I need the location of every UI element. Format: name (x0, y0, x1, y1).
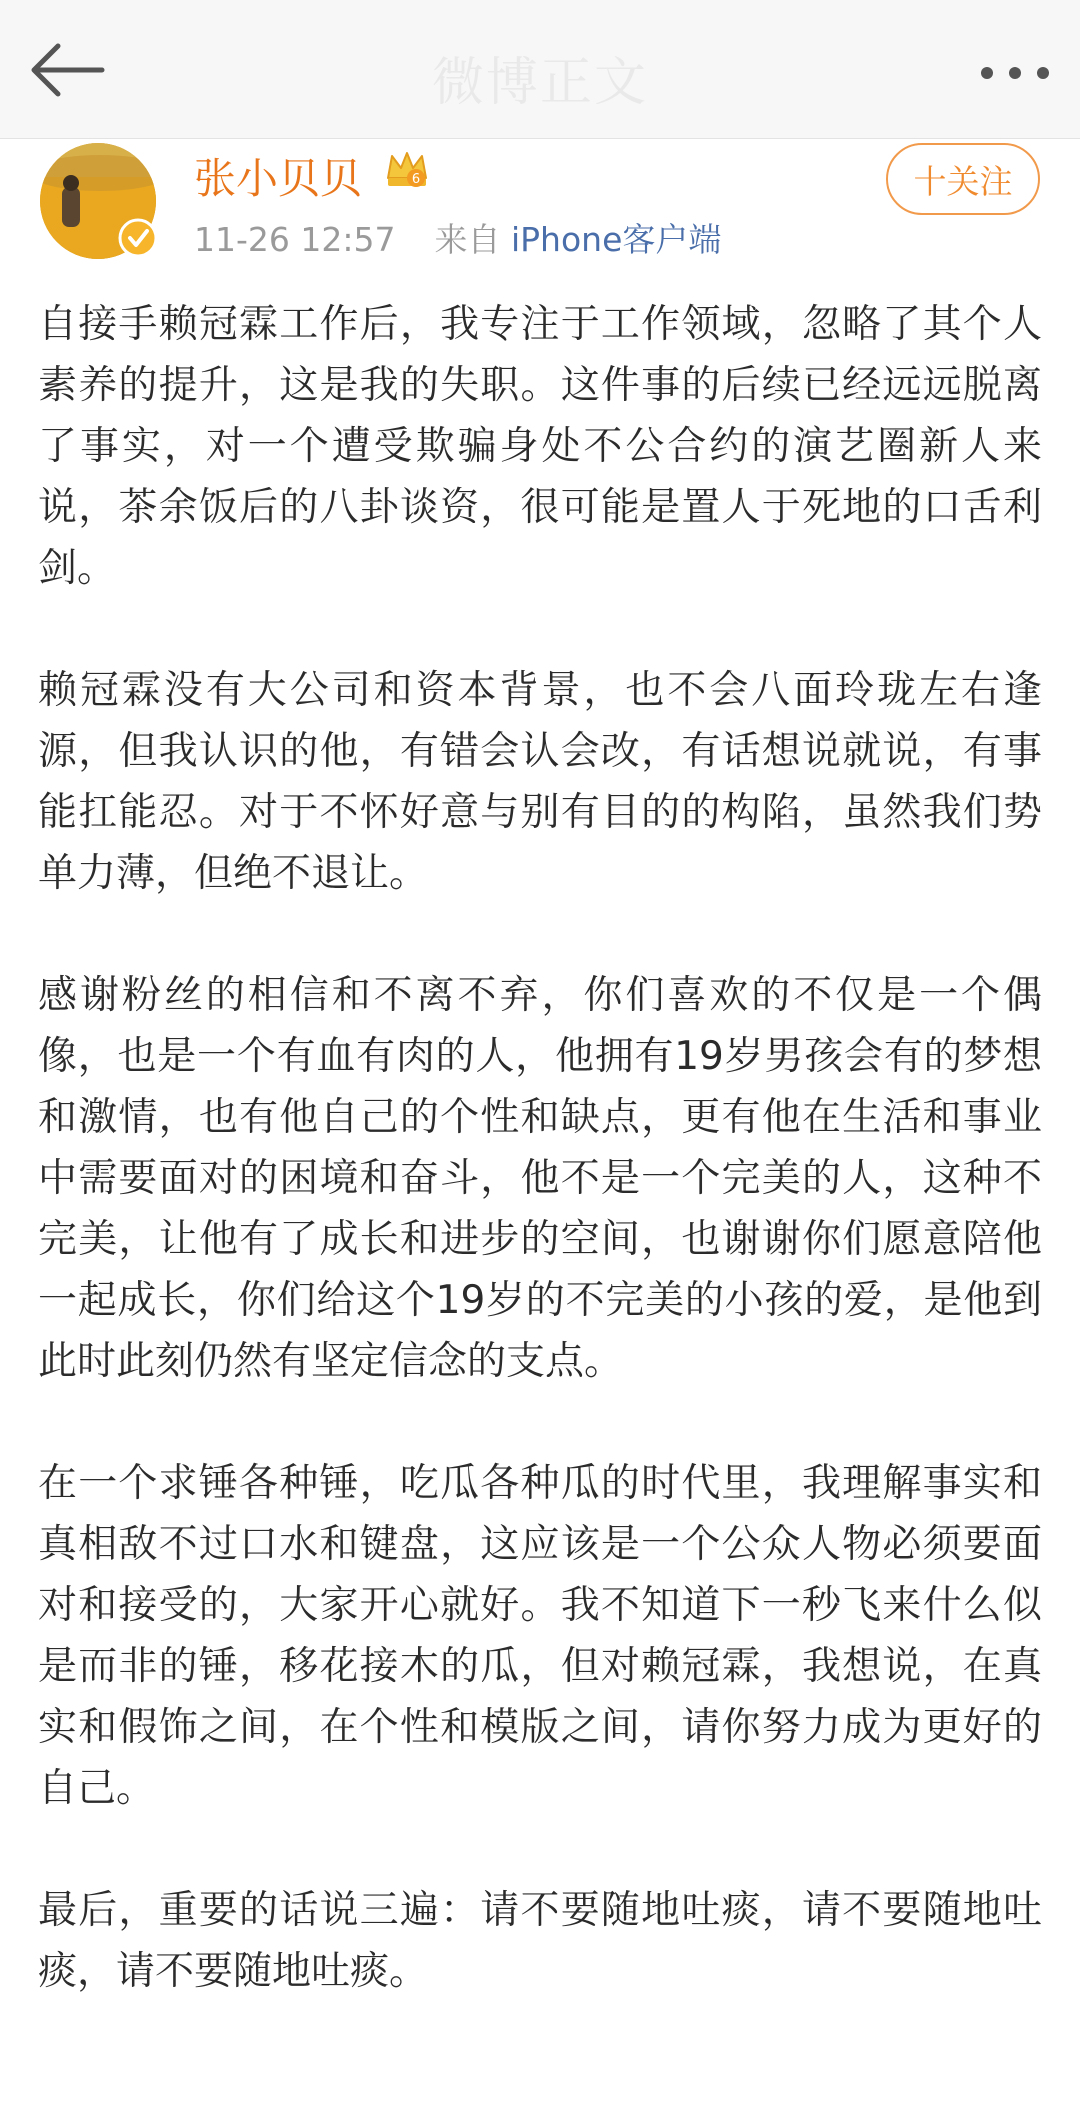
post-time: 11-26 12:57 (194, 220, 396, 259)
post-paragraph: 自接手赖冠霖工作后，我专注于工作领域，忽略了其个人素养的提升，这是我的失职。这件事的后续已经远远脱离了事实，对一个遭受欺骗身处不公合约的演艺圈新人来说，茶余饭后的八卦谈资，很可能是置人于死地的口舌利剑。 (38, 302, 1042, 591)
follow-button[interactable]: 十关注 (886, 143, 1040, 215)
verified-badge-icon (118, 218, 158, 258)
post-paragraph: 最后，重要的话说三遍：请不要随地吐痰，请不要随地吐痰，请不要随地吐痰。 (38, 1888, 1042, 1994)
page-title: 微博正文 (431, 53, 648, 113)
crown-level-icon (384, 148, 430, 190)
post-body (38, 294, 1042, 2063)
source-link[interactable]: iPhone客户端 (510, 220, 722, 259)
post-paragraph: 感谢粉丝的相信和不离不弃，你们喜欢的不仅是一个偶像，也是一个有血有肉的人，他拥有19岁男孩会有的梦想和激情，也有他自己的个性和缺点，更有他在生活和事业中需要面对的困境和奋斗，他不是一个完美的人，这种不完美，让他有了成长和进步的空间，也谢谢你们愿意陪他一起成长，你们给这个19岁的不完美的小孩的爱，是他到此时此刻仍然有坚定信念的支点。 (38, 973, 1042, 1384)
more-button[interactable] (970, 48, 1060, 98)
source-prefix: 来自 (434, 220, 501, 259)
author-name[interactable]: 张小贝贝 (194, 154, 363, 203)
top-nav-bar (0, 0, 1080, 139)
post-meta (194, 214, 721, 261)
more-dots-icon (979, 65, 1051, 81)
post-paragraph: 在一个求锤各种锤，吃瓜各种瓜的时代里，我理解事实和真相敌不过口水和键盘，这应该是一个公众人物必须要面对和接受的，大家开心就好。我不知道下一秒飞来什么似是而非的锤，移花接木的瓜，但对赖冠霖，我想说，在真实和假饰之间，在个性和模版之间，请你努力成为更好的自己。 (38, 1461, 1042, 1811)
svg-text:6: 6 (411, 172, 421, 187)
post-paragraph: 赖冠霖没有大公司和资本背景，也不会八面玲珑左右逢源，但我认识的他，有错会认会改，有话想说就说，有事能扛能忍。对于不怀好意与别有目的的构陷，虽然我们势单力薄，但绝不退让。 (38, 668, 1042, 896)
